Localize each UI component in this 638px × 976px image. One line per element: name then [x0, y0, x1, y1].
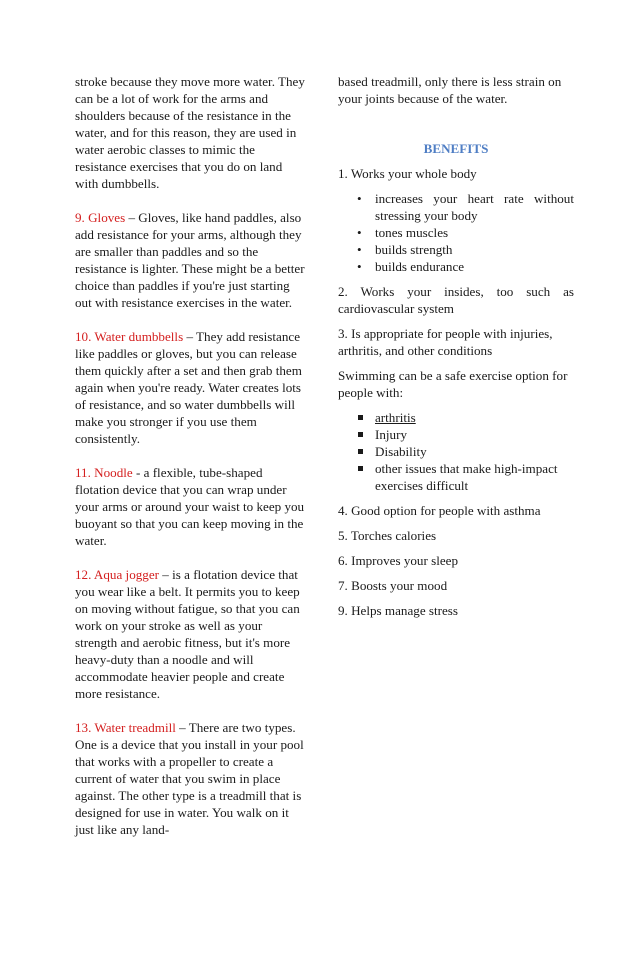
benefit-1-list [338, 190, 574, 275]
list-item [338, 409, 574, 426]
square-bullet-icon [358, 449, 363, 454]
item-aqua-jogger [75, 566, 307, 702]
benefit-7: 7. Boosts your mood [338, 578, 448, 593]
list-item: Disability [338, 443, 574, 460]
left-column [75, 73, 307, 838]
paragraph-treadmill-continued: based treadmill, only there is less strain on your joints because of the water. [338, 74, 562, 106]
item-gloves-term: 9. Gloves [75, 210, 126, 225]
arthritis-link[interactable]: arthritis [375, 410, 416, 425]
item-noodle-term: 11. Noodle [75, 465, 133, 480]
square-bullet-icon [358, 432, 363, 437]
right-column [338, 73, 574, 627]
benefit-4: 4. Good option for people with asthma [338, 503, 541, 518]
item-water-treadmill [75, 719, 307, 838]
item-water-dumbbells-term: 10. Water dumbbells [75, 329, 184, 344]
list-item: other issues that make high-impact exercises difficult [338, 460, 574, 494]
item-noodle [75, 464, 307, 549]
bullet-icon [357, 190, 362, 207]
benefit-3: 3. Is appropriate for people with injuries, arthritis, and other conditions [338, 326, 553, 358]
paragraph-paddles-continued: stroke because they move more water. They can be a lot of work for the arms and shoulders because of the resistance in the water, and for this reason, they are used in water aerobic classes to mimic the resistance exercises that you do on land with dumbbells. [75, 74, 305, 191]
bullet-icon [357, 258, 362, 275]
list-item: • increases your heart rate without stressing your body [338, 190, 574, 224]
benefit-9: 9. Helps manage stress [338, 603, 458, 618]
list-item: • builds endurance [338, 258, 574, 275]
item-water-dumbbells [75, 328, 307, 447]
benefit-6: 6. Improves your sleep [338, 553, 458, 568]
list-item: • builds strength [338, 241, 574, 258]
item-water-dumbbells-text: – They add resistance like paddles or gloves, but you can release them quickly after a set and then grab them again when you're ready. Water creates lots of resistance, and so water dumbbells will make you stronger if you use them consistently. [75, 329, 302, 446]
benefits-heading: BENEFITS [423, 141, 489, 156]
square-bullet-icon [358, 466, 363, 471]
square-bullet-icon [358, 415, 363, 420]
benefit-5: 5. Torches calories [338, 528, 437, 543]
item-aqua-jogger-text: – is a flotation device that you wear like a belt. It permits you to keep on moving without fatigue, so that you can work on your stroke as well as your strength and aerobic fitness, but it's more heavy-duty than a noodle and will accommodate heavier people and create more resistance. [75, 567, 300, 701]
bullet-icon [357, 241, 362, 258]
item-gloves-text: – Gloves, like hand paddles, also add resistance for your arms, although they are smaller than paddles and so the resistance is lighter. These might be a better choice than paddles if you're just starting out with resistance exercises in the water. [75, 210, 305, 310]
item-noodle-text: - a flexible, tube-shaped flotation device that you can wrap under your arms or around your waist to keep you buoyant so that you can keep moving in the water. [75, 465, 305, 548]
list-item: Injury [338, 426, 574, 443]
bullet-icon [357, 224, 362, 241]
benefit-1: 1. Works your whole body [338, 166, 477, 181]
conditions-list [338, 409, 574, 494]
item-aqua-jogger-term: 12. Aqua jogger [75, 567, 160, 582]
item-water-treadmill-term: 13. Water treadmill [75, 720, 176, 735]
swimming-paragraph: Swimming can be a safe exercise option for people with: [338, 368, 568, 400]
benefit-2: 2. Works your insides, too such as cardiovascular system [338, 284, 574, 316]
item-water-treadmill-text: – There are two types. One is a device that you install in your pool that works with a propeller to create a current of water that you swim in place against. The other type is a treadmill that is designed for use in water. You walk on it just like any land- [75, 720, 304, 837]
list-item: • tones muscles [338, 224, 574, 241]
item-gloves [75, 209, 307, 311]
